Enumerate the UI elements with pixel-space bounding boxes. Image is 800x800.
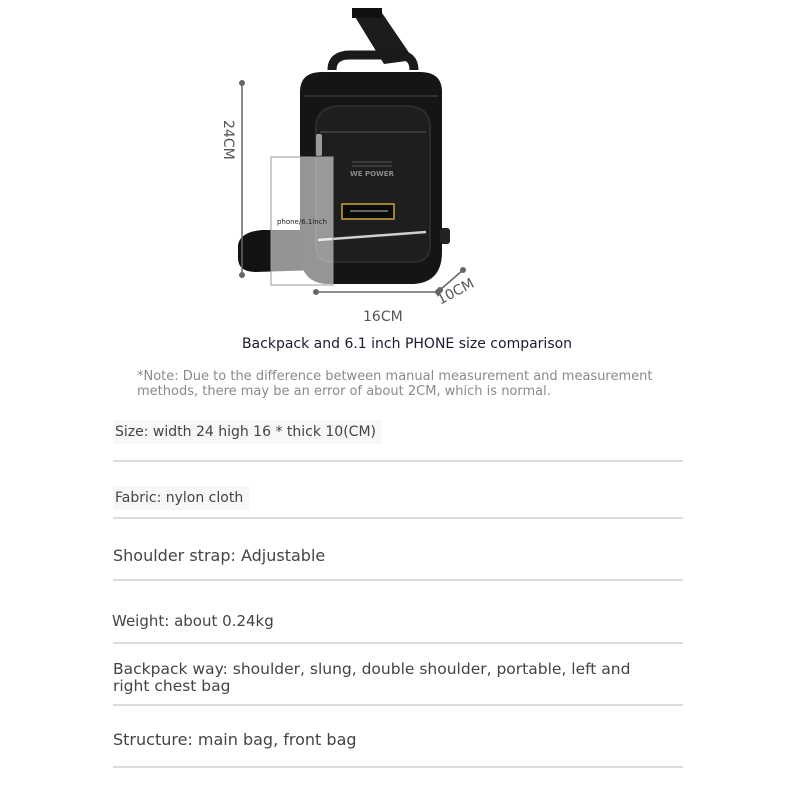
spec-row-structure: [113, 728, 683, 772]
depth-dimension-label: 10CM: [434, 275, 478, 309]
spec-fabric-text: Fabric: nylon cloth: [113, 486, 249, 510]
product-figure: [0, 0, 800, 330]
spec-backpack-way-text: Backpack way: shoulder, slung, double shoulder, portable, left and right chest bag: [113, 660, 631, 695]
height-dimension-label: 24CM: [220, 120, 236, 160]
phone-size-label: phone/6.1inch: [276, 218, 328, 226]
divider: [113, 579, 683, 581]
dimension-endpoint: [460, 267, 466, 273]
spec-row-shoulder-strap: [113, 544, 683, 584]
dimension-endpoint: [239, 80, 245, 86]
spec-row-fabric: [113, 486, 683, 522]
dimension-endpoint: [313, 289, 319, 295]
usb-port-icon: [440, 228, 450, 244]
measurement-note: *Note: Due to the difference between manual measurement and measurement methods, there may be an error of about 2CM, which is normal.: [137, 369, 653, 399]
divider: [113, 642, 683, 644]
spec-structure-text: Structure: main bag, front bag: [113, 730, 357, 749]
spec-size-text: Size: width 24 high 16 * thick 10(CM): [113, 420, 382, 444]
bag-handle: [332, 55, 414, 70]
divider: [113, 460, 683, 462]
spec-shoulder-strap-text: Shoulder strap: Adjustable: [113, 546, 326, 565]
strap-buckle: [352, 8, 382, 18]
bag-print-brand: WE POWER: [350, 170, 394, 178]
divider: [113, 704, 683, 706]
dimension-endpoint: [239, 272, 245, 278]
width-dimension-label: 16CM: [363, 309, 403, 325]
divider: [113, 517, 683, 519]
spec-row-size: [113, 420, 683, 464]
zipper-pull: [316, 134, 322, 156]
divider: [113, 766, 683, 768]
spec-row-backpack-way: [113, 659, 683, 709]
spec-weight-text: Weight: about 0.24kg: [112, 612, 274, 630]
figure-caption: Backpack and 6.1 inch PHONE size comparison: [241, 336, 573, 352]
bag-illustration: [0, 0, 800, 330]
spec-row-weight: [113, 610, 683, 646]
